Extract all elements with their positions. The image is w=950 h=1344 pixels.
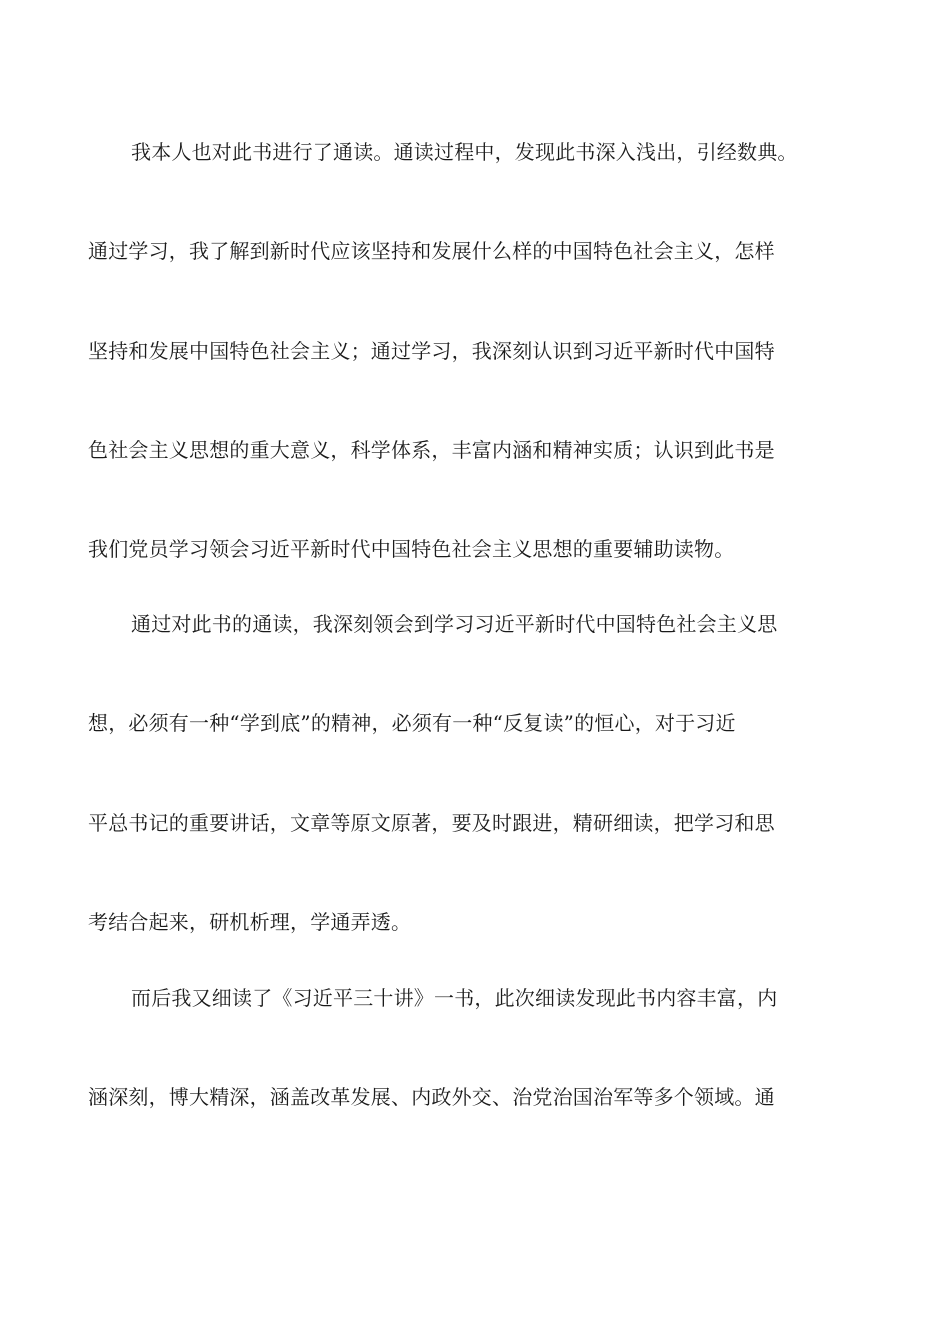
paragraph-1-line-5: 我们党员学习领会习近平新时代中国特色社会主义思想的重要辅助读物。 — [88, 537, 735, 561]
paragraph-2-line-3: 平总书记的重要讲话，文章等原文原著，要及时跟进，精研细读，把学习和思 — [88, 811, 775, 835]
paragraph-1-line-2: 通过学习，我了解到新时代应该坚持和发展什么样的中国特色社会主义，怎样 — [88, 239, 775, 263]
paragraph-1-line-3: 坚持和发展中国特色社会主义；通过学习，我深刻认识到习近平新时代中国特 — [88, 339, 775, 363]
paragraph-1-line-4: 色社会主义思想的重大意义，科学体系，丰富内涵和精神实质；认识到此书是 — [88, 438, 775, 462]
paragraph-2-line-2: 想，必须有一种“学到底”的精神，必须有一种“反复读”的恒心，对于习近 — [88, 711, 736, 735]
paragraph-3-line-1: 而后我又细读了《习近平三十讲》一书，此次细读发现此书内容丰富，内 — [131, 986, 778, 1010]
paragraph-1-line-1: 我本人也对此书进行了通读。通读过程中，发现此书深入浅出，引经数典。 — [131, 140, 798, 164]
paragraph-3-line-2: 涵深刻，博大精深，涵盖改革发展、内政外交、治党治国治军等多个领域。通 — [88, 1085, 775, 1109]
paragraph-2-line-1: 通过对此书的通读，我深刻领会到学习习近平新时代中国特色社会主义思 — [131, 612, 778, 636]
paragraph-2-line-4: 考结合起来，研机析理，学通弄透。 — [88, 910, 412, 934]
